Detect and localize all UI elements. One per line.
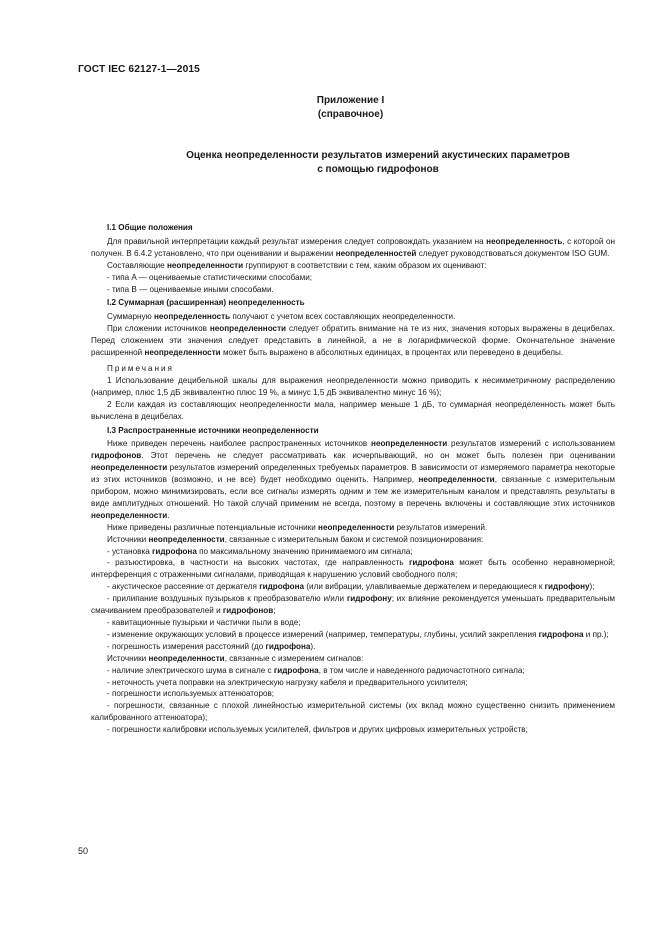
list-item: - типа B — оцениваемые иными способами.	[107, 284, 274, 294]
list-item: - погрешности, связанные с плохой линейностью измерительной системы (их вклад можно существенно снизить применением калиброванного аттенюатора);	[91, 701, 615, 723]
paragraph: Ниже приведен перечень наиболее распространенных источников неопределенности результатов измерений с использованием гидрофонов. Этот перечень не следует рассматривать как исчерпывающий, но он может быть полезен при оценивании неопределенности результатов измерений определенных требуемых параметров. В зависимости от измеряемого параметра некоторые из этих источников (возможно, и не все) будет необходимо оценить. Например, неопределенности, связанные с измерительным прибором, можно минимизировать, если все сигналы измерять одним и тем же измерительным каналом и представлять результаты в виде амплитудных отношений. Но такой случай применим не всегда, поэтому в перечень включены и составляющие этих источников неопределенности.	[91, 439, 615, 520]
heading-line-1: Оценка неопределенности результатов измерений акустических параметров	[186, 150, 570, 161]
list-item: - типа A — оцениваемые статистическими способами;	[107, 272, 313, 282]
list-item: - погрешность измерения расстояний (до гидрофона).	[107, 641, 316, 651]
list-item: - акустическое рассеяние от держателя гидрофона (или вибрации, улавливаемые держателем и передающиеся к гидрофону);	[107, 582, 595, 592]
paragraph: Для правильной интерпретации каждый результат измерения следует сопровождать указанием на неопределенность, с которой он получен. В 6.4.2 установлено, что при оценивании и выражении неопределенностей следует руководствоваться документом ISO GUM.	[91, 236, 615, 258]
document-header: ГОСТ IEC 62127-1—2015	[78, 64, 200, 75]
note-item: 1 Использование децибельной шкалы для выражения неопределенности можно приводить к несимметричному распределению (например, плюс 1,5 дБ эквивалентно плюс 19 %, а минус 1,5 дБ эквивалентно минус 16 %);	[91, 375, 615, 397]
page-number: 50	[78, 846, 89, 856]
list-item: - неточность учета поправки на электрическую нагрузку кабеля и предварительного усилителя;	[107, 677, 468, 687]
appendix-title: Приложение I	[316, 95, 385, 106]
heading-line-2: с помощью гидрофонов	[317, 164, 439, 175]
paragraph: Суммарную неопределенность получают с учетом всех составляющих неопределенности.	[107, 312, 456, 322]
list-item: - установка гидрофона по максимальному значению принимаемого им сигнала;	[107, 546, 413, 556]
paragraph: При сложении источников неопределенности следует обратить внимание на те из них, значения которых выражены в децибелах. Перед сложением эти значения следует представить в линейной, а не в логарифмической форме. Окончательное значение расширенной неопределенности может быть выражено в абсолютных единицах, в процентах или переведено в децибелы.	[91, 324, 615, 358]
list-item: - погрешности калибровки используемых усилителей, фильтров и других цифровых измерительных устройств;	[107, 725, 528, 735]
list-item: - прилипание воздушных пузырьков к преобразователю и/или гидрофону; их влияние рекомендуется уменьшать предварительным смачиванием преобразователей и гидрофонов;	[91, 594, 615, 616]
paragraph: Ниже приведены различные потенциальные источники неопределенности результатов измерений.	[107, 522, 488, 532]
appendix-heading	[78, 149, 618, 177]
list-item: - изменение окружающих условий в процессе измерений (например, температуры, глубины, усилий закрепления гидрофона и пр.);	[107, 629, 609, 639]
paragraph: Составляющие неопределенности группируют в соответствии с тем, каким образом их оценивают:	[107, 260, 487, 270]
document-body	[91, 222, 615, 736]
section-heading-2: I.2 Суммарная (расширенная) неопределенность	[107, 298, 305, 308]
appendix-label	[0, 94, 661, 122]
appendix-type: (справочное)	[317, 109, 384, 120]
section-heading-1: I.1 Общие положения	[107, 223, 193, 232]
paragraph: Источники неопределенности, связанные с измерительным баком и системой позиционирования:	[107, 534, 484, 544]
paragraph: Источники неопределенности, связанные с измерением сигналов:	[107, 653, 364, 663]
list-item: - наличие электрического шума в сигнале с гидрофона, в том числе и наведенного радиочастотного сигнала;	[107, 665, 525, 675]
list-item: - кавитационные пузырьки и частички пыли в воде;	[107, 618, 301, 627]
note-item: 2 Если каждая из составляющих неопределенности мала, например меньше 1 дБ, то суммарная неопределенность может быть вычислена в децибелах.	[91, 399, 615, 421]
notes-heading: Примечания	[107, 363, 174, 373]
list-item: - погрешности используемых аттенюаторов;	[107, 689, 275, 699]
section-heading-3: I.3 Распространенные источники неопределенности	[107, 425, 319, 435]
list-item: - разъюстировка, в частности на высоких частотах, где направленность гидрофона может быть особенно неравномерной; интерференция с отраженными сигналами, приводящая к нарушению условий свободного поля;	[91, 558, 615, 580]
